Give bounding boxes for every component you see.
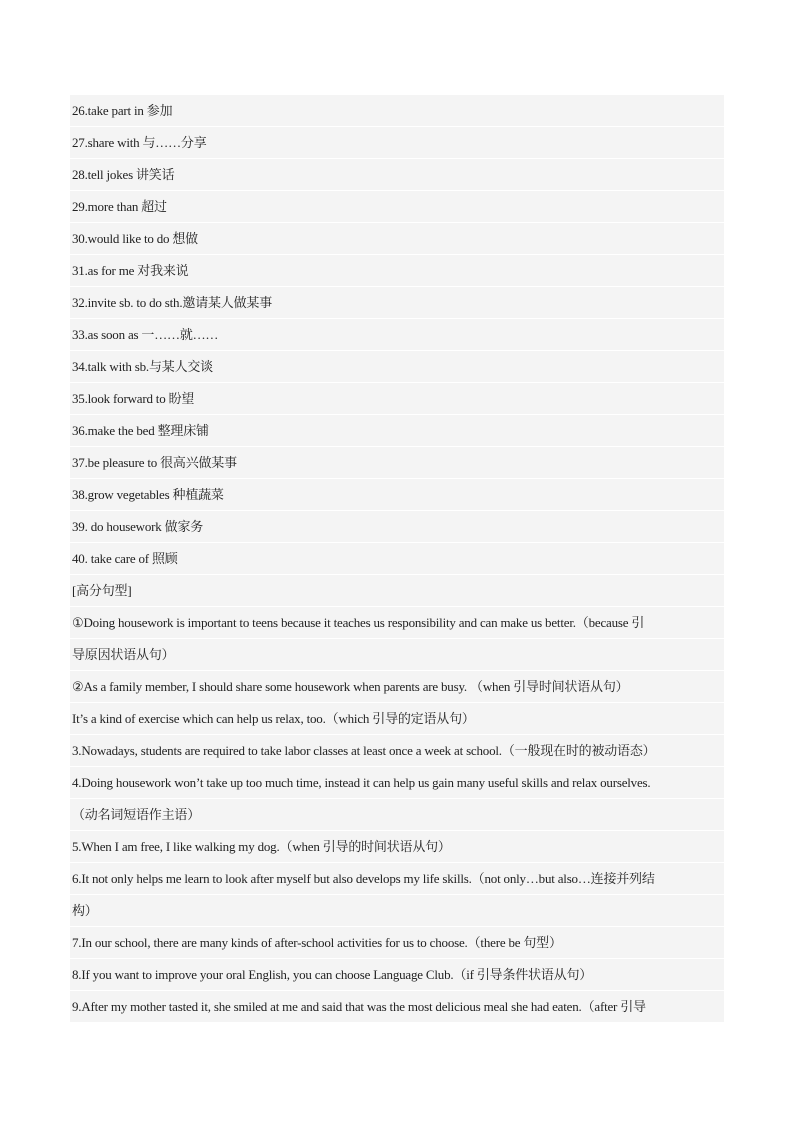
sentence-line: It’s a kind of exercise which can help us relax, too.（which 引导的定语从句）: [70, 703, 724, 735]
sentence-line: 5.When I am free, I like walking my dog.（when 引导的时间状语从句）: [70, 831, 724, 863]
phrase-line: 40. take care of 照顾: [70, 543, 724, 575]
sentence-line: 6.It not only helps me learn to look after myself but also develops my life skills.（not only…but also…连接并列结: [70, 863, 724, 895]
phrase-line: 27.share with 与……分享: [70, 127, 724, 159]
phrase-line: 29.more than 超过: [70, 191, 724, 223]
phrase-line: 37.be pleasure to 很高兴做某事: [70, 447, 724, 479]
sentence-line: ②As a family member, I should share some housework when parents are busy. （when 引导时间状语从句）: [70, 671, 724, 703]
sentence-line: 4.Doing housework won’t take up too much time, instead it can help us gain many useful skills and relax ourselves.: [70, 767, 724, 799]
phrase-line: 33.as soon as 一……就……: [70, 319, 724, 351]
document-content: [70, 95, 724, 1023]
phrase-line: 32.invite sb. to do sth.邀请某人做某事: [70, 287, 724, 319]
phrase-line: 26.take part in 参加: [70, 95, 724, 127]
sentence-line: 导原因状语从句）: [70, 639, 724, 671]
phrase-line: 30.would like to do 想做: [70, 223, 724, 255]
sentence-line: 3.Nowadays, students are required to take labor classes at least once a week at school.（一般现在时的被动语态）: [70, 735, 724, 767]
section-heading: [高分句型]: [70, 575, 724, 607]
phrase-line: 38.grow vegetables 种植蔬菜: [70, 479, 724, 511]
phrase-line: 39. do housework 做家务: [70, 511, 724, 543]
phrase-line: 36.make the bed 整理床铺: [70, 415, 724, 447]
sentence-line: 9.After my mother tasted it, she smiled at me and said that was the most delicious meal she had eaten.（after 引导: [70, 991, 724, 1023]
phrase-line: 35.look forward to 盼望: [70, 383, 724, 415]
phrase-line: 31.as for me 对我来说: [70, 255, 724, 287]
phrase-line: 28.tell jokes 讲笑话: [70, 159, 724, 191]
sentence-line: 7.In our school, there are many kinds of after-school activities for us to choose.（there be 句型）: [70, 927, 724, 959]
sentence-line: 构）: [70, 895, 724, 927]
sentence-line: （动名词短语作主语）: [70, 799, 724, 831]
sentence-line: ①Doing housework is important to teens because it teaches us responsibility and can make us better.（because 引: [70, 607, 724, 639]
phrase-line: 34.talk with sb.与某人交谈: [70, 351, 724, 383]
sentence-line: 8.If you want to improve your oral English, you can choose Language Club.（if 引导条件状语从句）: [70, 959, 724, 991]
